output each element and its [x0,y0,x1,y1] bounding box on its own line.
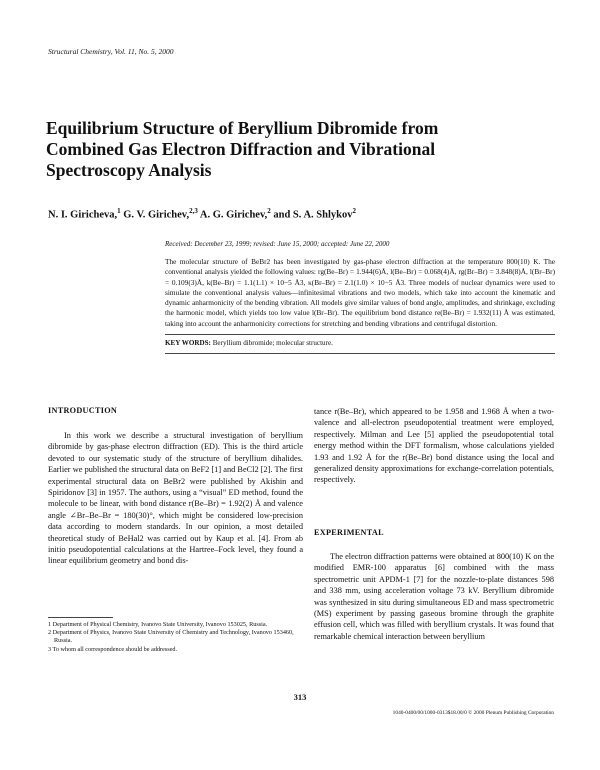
keywords [165,339,333,347]
author-name: G. V. Girichev, [123,209,190,221]
introduction-text: In this work we describe a structural investigation of beryllium dibromide by gas-phase electron diffraction (ED). This is the third article devoted to our systematic study of the structure of beryllium dihalides. Earlier we published the structural data on BeF2 [1] and BeCl2 [2]. The first experimental structural data on BeBr2 were published by Akishin and Spiridonov [3] in 1957. The authors, using a “visual” ED method, found the molecule to be linear, with bond distance r(Be–Br) = 1.92(2) Å and valence angle ∠Br–Be–Br = 180(30)°, which might be considered low-precision data according to modern standards. In our opinion, a most detailed theoretical study of BeHal2 was carried out by Kaup et al. [4]. From ab initio pseudopotential calculations at the Hartree–Fock level, they found a linear equilibrium geometry and bond dis- [48,431,303,566]
page-number: 313 [293,692,307,702]
keywords-label: KEY WORDS: [165,339,211,347]
footnote: 1 Department of Physical Chemistry, Ivanovo State University, Ivanovo 153025, Russia. [48,621,268,628]
footnote-divider [48,617,113,618]
author-affiliation: 2 [267,207,271,215]
section-heading-introduction: INTRODUCTION [48,406,118,415]
section-heading-experimental: EXPERIMENTAL [314,528,384,537]
keywords-text: Beryllium dibromide; molecular structure. [212,339,333,347]
experimental-paragraph [314,551,554,642]
author-affiliation: 1 [117,207,121,215]
introduction-continued-text: tance r(Be–Br), which appeared to be 1.958 and 1.968 Å when a two-valence and all-electron pseudopotential treatment were employed, respectively. Milman and Lee [5] applied the pseudopotential total energy method within the DFT formalism, whose calculations yielded 1.93 and 1.92 Å for the r(Be–Br) bond distance using the local and generalized density approximations for exchange-correlation potentials, respectively. [314,407,554,485]
keywords-divider [165,353,555,354]
introduction-paragraph [48,430,303,567]
author-affiliation: 2,3 [189,207,198,215]
author-affiliation: 2 [352,207,356,215]
footnote: 2 Department of Physics, Ivanovo State University of Chemistry and Technology, Ivanovo 153460, Russia. [48,629,294,645]
footnotes [48,621,303,654]
author-name: and S. A. Shlykov [273,209,353,221]
author-name: N. I. Giricheva, [48,209,118,221]
received-dates: Received: December 23, 1999; revised: June 15, 2000; accepted: June 22, 2000 [165,240,390,248]
journal-header: Structural Chemistry, Vol. 11, No. 5, 2000 [48,47,174,56]
abstract-divider [165,334,555,335]
author-name: A. G. Girichev, [199,209,268,221]
article-title: Equilibrium Structure of Beryllium Dibromide from Combined Gas Electron Diffraction and Vibrational Spectroscopy Analysis [46,118,439,180]
footnote: 3 To whom all correspondence should be addressed. [48,645,178,653]
experimental-text: The electron diffraction patterns were obtained at 800(10) K on the modified EMR-100 apparatus [6] combined with the mass spectrometric unit APDM-1 [7] for the nozzle-to-plate distances 598 and 338 mm, using acceleration voltage 73 kV. Beryllium dibromide was synthesized in situ during simultaneous ED and mass spectrometric (MS) experiment by passing gaseous bromine through the graphite effusion cell, which was filled with beryllium crystals. It was found that remarkable chemical interaction between beryllium [314,552,554,641]
author-list [48,207,356,221]
abstract: The molecular structure of BeBr2 has been investigated by gas-phase electron diffraction at the temperature 800(10) K. The conventional analysis yielded the following values: rg(Be–Br) = 1.944(6)Å, l(Be–Br) = 0.068(4)Å, rg(Br–Br) = 3.848(8)Å, l(Br–Br) = 0.109(3)Å, k(Be–Br) = 1.1(1.1) × 10−5 Å3, κ(Br–Br) = 2.1(1.0) × 10−5 Å3. Three models of nuclear dynamics were used to simulate the conventional analysis values—infinitesimal vibrations and two models, which take into account the kinematic and dynamic anharmonicity of the bending vibration. All models give similar values of bond angle, amplitudes, and shrinkage, excluding the harmonic model, which yields too low value l(Br–Br). The equilibrium bond distance re(Be–Br) = 1.932(11) Å was estimated, taking into account the anharmonicity corrections for stretching and bending vibrations and centrifugal distortion. [165,257,555,328]
introduction-continued [314,406,554,486]
copyright-line: 1040-0400/00/1000-0313$18.00/0 © 2000 Plenum Publishing Corporation [392,710,554,716]
